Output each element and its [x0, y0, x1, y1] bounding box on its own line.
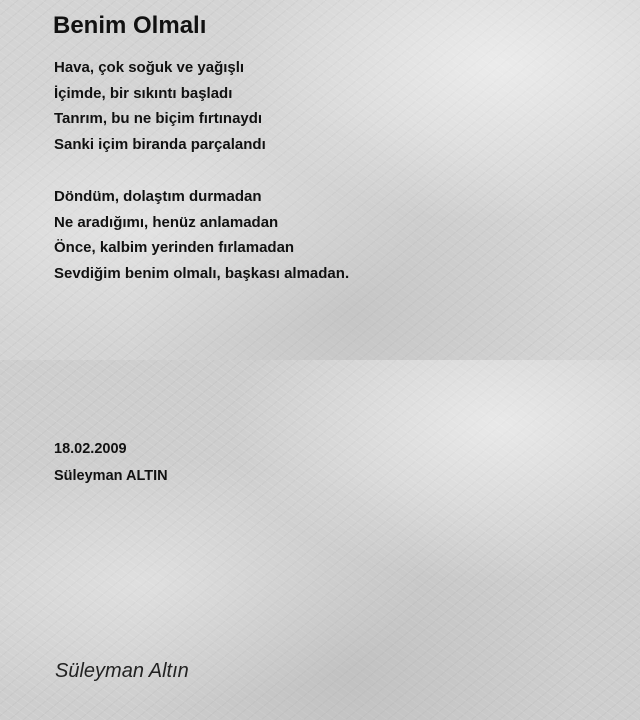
poem-date: 18.02.2009 — [54, 441, 127, 457]
poem-line: Tanrım, bu ne biçim fırtınaydı — [54, 110, 263, 128]
poem-line: Önce, kalbim yerinden fırlamadan — [54, 239, 295, 257]
poem-title: Benim Olmalı — [53, 12, 207, 39]
poem-line: Ne aradığımı, henüz anlamadan — [54, 213, 279, 231]
poem-line: Sanki içim biranda parçalandı — [54, 136, 266, 154]
poem-line: Döndüm, dolaştım durmadan — [54, 188, 262, 205]
author-signature: Süleyman Altın — [55, 660, 189, 682]
poem-stanza-2 — [54, 184, 349, 287]
poem-stanza-1 — [54, 55, 266, 158]
poem-line: Hava, çok soğuk ve yağışlı — [54, 59, 245, 76]
poem-line: Sevdiğim benim olmalı, başkası almadan. — [54, 265, 350, 283]
poem-author: Süleyman ALTIN — [54, 468, 168, 484]
poem-line: İçimde, bir sıkıntı başladı — [54, 84, 233, 102]
